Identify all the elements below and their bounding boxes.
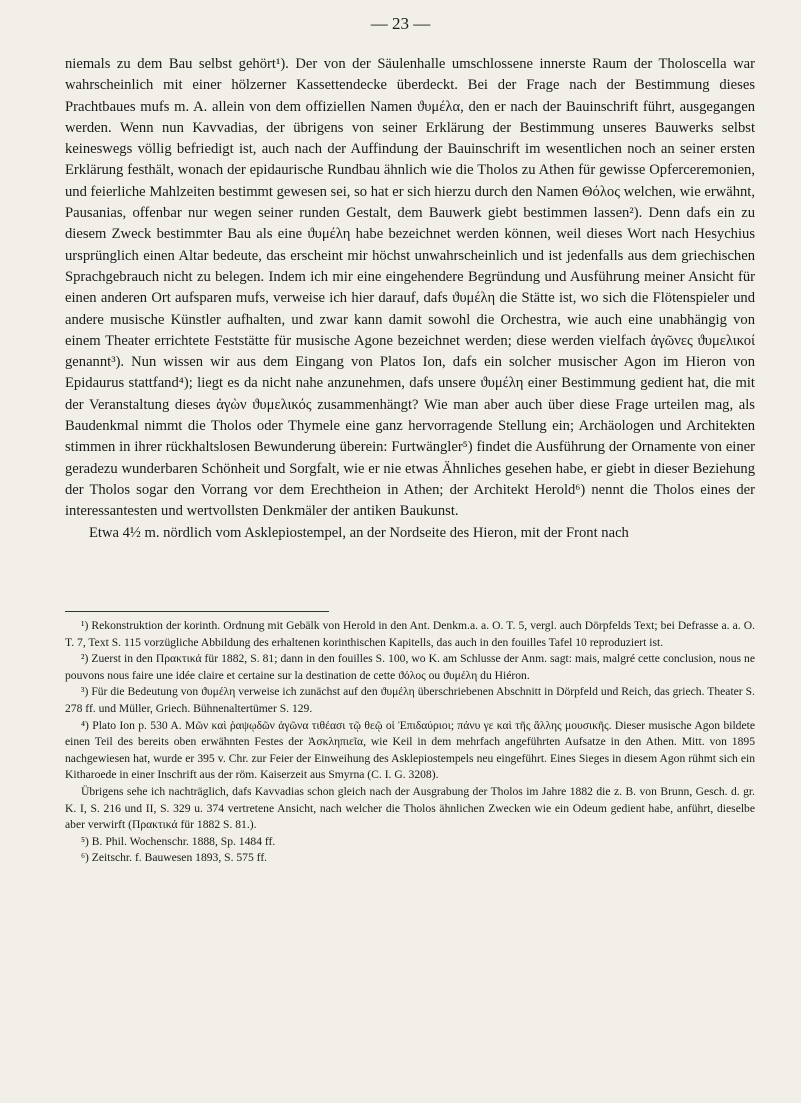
page-number: — 23 — [370, 14, 431, 33]
paragraph: niemals zu dem Bau selbst gehört¹). Der von der Säulenhalle umschlossene innerste Raum der Tholoscella war wahrscheinlich mit einer hölzerner Kassettendecke überdeckt. Bei der Frage nach der Bestimmung dieses Prachtbaues mufs m. A. allein von dem offiziellen Namen ϑυμέλα, den er nach der Bauinschrift führt, ausgegangen werden. Wenn nun Kavvadias, der übrigens von seiner Erklärung der Bestimmung unseres Bauwerks selbst keineswegs völlig befriedigt ist, auch nach der Auffindung der Bauinschrift im wesentlichen noch an seiner ersten Erklärung festhält, wonach der epidaurische Rundbau ähnlich wie die Tholos zu Athen für gewisse Opferceremonien, und feierliche Mahlzeiten bestimmt gewesen sei, so hat er sich hierzu durch den Namen Θόλος welchen, wie erwähnt, Pausanias, offenbar nur wegen seiner runden Gestalt, dem Bauwerk giebt bestimmen lassen²). Denn dafs ein zu diesem Zweck bestimmter Bau als eine ϑυμέλη habe bezeichnet werden können, weil dieses Wort nach Hesychius ursprünglich einen Altar bedeute, das erscheint mir höchst unwahrscheinlich und ist jedenfalls aus dem griechischen Sprachgebrauch nicht zu belegen. Indem ich mir eine eingehendere Begründung und Ausführung meiner Ansicht für einen anderen Ort aufsparen mufs, verweise ich hier darauf, dafs ϑυμέλη die Stätte ist, wo sich die Flötenspieler und andere musische Künstler aufhalten, und zwar kann damit sowohl die Orchestra, wie auch eine unabhängig von einem Theater errichtete Feststätte für musische Agone bezeichnet werden; diese werden vielfach ἀγῶνες ϑυμελικοί genannt³). Nun wissen wir aus dem Eingang von Platos Ion, dafs ein solcher musischer Agon im Hieron von Epidaurus stattfand⁴); liegt es da nicht nahe anzunehmen, dafs unsere ϑυμέλη einer Bestimmung gedient hat, die mit der Veranstaltung dieses ἀγὼν ϑυμελικός zusammenhängt? Wie man aber auch über diese Frage urteilen mag, als Baudenkmal nimmt die Tholos oder Thymele eine ganz hervorragende Stellung ein; Archäologen und Architekten stimmen in ihrer rückhaltslosen Bewunderung überein: Furtwängler⁵) findet die Ausführung der Ornamente von einer geradezu wunderbaren Schönheit und Sorgfalt, wie er nie etwas Ähnliches gesehen habe, er giebt in dieser Beziehung der Tholos sogar den Vorrang vor dem Erechtheion in Athen; der Architekt Herold⁶) nennt die Tholos eines der interessantesten und wertvollsten Denkmäler der antiken Baukunst. [65, 56, 755, 520]
main-text [65, 54, 755, 544]
footnote: ⁶) Zeitschr. f. Bauwesen 1893, S. 575 ff. [81, 851, 268, 865]
footnote: ³) Für die Bedeutung von ϑυμέλη verweise ich zunächst auf den ϑυμέλη überschriebenen Abschnitt in Dörpfeld und Reich, das griech. Theater S. 278 ff. und Müller, Griech. Bühnenaltertümer S. 129. [65, 685, 755, 715]
footnote: ⁴) Plato Ion p. 530 A. Μῶν καὶ ῥαψῳδῶν ἀγῶνα τιθέασι τῷ θεῷ οἱ Ἐπιδαύριοι; πάνυ γε καὶ τῆς ἄλλης μουσικῆς. Dieser musische Agon bildete einen Teil des bereits oben erwähnten Festes der Ἀσκληπιεῖα, wie Keil in dem mehrfach angeführten Aufsatze in den Athen. Mitt. von 1895 nachgewiesen hat, wurde er 395 v. Chr. zur Feier der Einweihung des Asklepiostempels neu eingeführt. Eines Sieges in diesem Agon rühmt sich ein Kitharoede in einer Inschrift aus der röm. Kaiserzeit aus Smyrna (C. I. G. 3208). [65, 718, 755, 782]
footnote: ²) Zuerst in den Πρακτικά für 1882, S. 81; dann in den fouilles S. 100, wo K. am Schlusse der Anm. sagt: mais, malgré cette conclusion, nous ne pouvons nous faire une idée claire et certaine sur la destination de cette ϑόλος ou ϑυμέλη du Hiéron. [65, 652, 755, 682]
footnotes [65, 618, 755, 867]
footnote: Übrigens sehe ich nachträglich, dafs Kavvadias schon gleich nach der Ausgrabung der Tholos im Jahre 1882 die z. B. von Brunn, Gesch. d. gr. K. I, S. 216 und II, S. 329 u. 374 vertretene Ansicht, nach welcher die Tholos ähnlichen Zwecken wie ein Odeum gedient habe, anführt, dieselbe aber verwirft (Πρακτικά für 1882 S. 81.). [65, 784, 755, 832]
footnote: ¹) Rekonstruktion der korinth. Ordnung mit Gebälk von Herold in den Ant. Denkm.a. a. O. T. 5, vergl. auch Dörpfelds Text; bei Defrasse a. a. O. T. 7, Text S. 115 vorzügliche Abbildung des erhaltenen korinthischen Kapitells, das auch in den fouilles Tafel 10 reproduziert ist. [65, 619, 755, 649]
footnote-divider [65, 611, 329, 612]
paragraph: Etwa 4½ m. nördlich vom Asklepiostempel, an der Nordseite des Hieron, mit der Front nach [89, 524, 629, 541]
footnote: ⁵) B. Phil. Wochenschr. 1888, Sp. 1484 ff. [81, 834, 276, 848]
